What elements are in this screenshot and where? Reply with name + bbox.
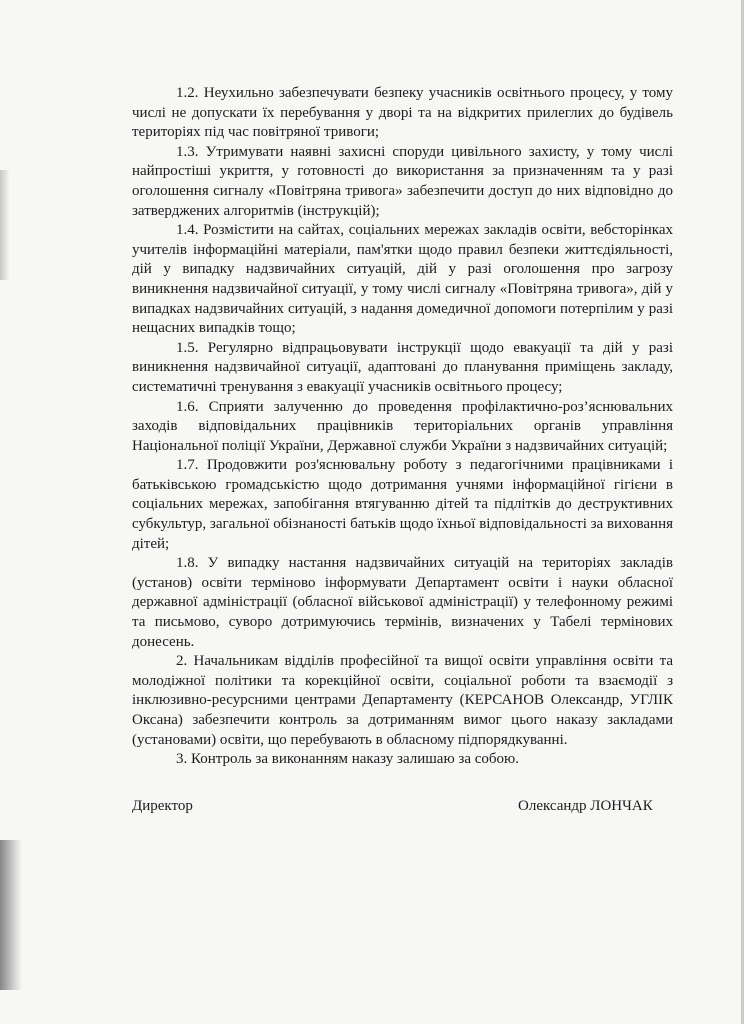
paragraph-1-2: 1.2. Неухильно забезпечувати безпеку учасників освітнього процесу, у тому числі не допускати їх перебування у дворі та на відкритих прилеглих до будівель територіях під час повітряної тривоги; [132, 85, 673, 141]
order-body [132, 84, 673, 770]
scan-shadow [0, 840, 22, 990]
paragraph-3: 3. Контроль за виконанням наказу залишаю за собою. [176, 751, 519, 768]
paragraph-1-6: 1.6. Сприяти залученню до проведення профілактично-роз’яснювальних заходів відповідальних працівників територіальних органів управління Національної поліції України, Державної служби України з надзвичайних ситуацій; [132, 398, 673, 454]
paragraph-1-5: 1.5. Регулярно відпрацьовувати інструкції щодо евакуації та дій у разі виникнення надзвичайної ситуації, адаптовані до планування приміщень закладу, систематичні тренування з евакуації учасників освітнього процесу; [132, 339, 673, 395]
paragraph-2: 2. Начальникам відділів професійної та вищої освіти управління освіти та молодіжної політики та корекційної освіти, соціальної роботи та взаємодії з інклюзивно-ресурсними центрами Департаменту (КЕРСАНОВ Олександр, УГЛІК Оксана) забезпечити контроль за дотриманням вимог цього наказу закладами (установами) освіти, що перебувають в обласному підпорядкуванні. [132, 653, 673, 748]
paragraph-1-4: 1.4. Розмістити на сайтах, соціальних мережах закладів освіти, вебсторінках учителів інформаційні матеріали, пам'ятки щодо правил безпеки життєдіяльності, дій у випадку надзвичайних ситуацій, дій у разі оголошення про загрозу виникнення надзвичайної ситуації, у тому числі сигналу «Повітряна тривога», дій у випадках надзвичайних ситуацій, з надання домедичної допомоги потерпілим у разі нещасних випадків тощо; [132, 222, 673, 337]
paragraph-1-8: 1.8. У випадку настання надзвичайних ситуацій на територіях закладів (установ) освіти терміново інформувати Департамент освіти і науки обласної державної адміністрації (обласної військової адміністрації) у телефонному режимі та письмово, суворо дотримуючись термінів, визначених у Табелі термінових донесень. [132, 555, 673, 650]
paragraph-1-7: 1.7. Продовжити роз'яснювальну роботу з педагогічними працівниками і батьківською громадськістю щодо дотримання учнями інформаційної гігієни в соціальних мережах, запобігання втягуванню дітей та підлітків до деструктивних субкультур, загальної обізнаності батьків щодо їхньої відповідальності за виховання дітей; [132, 457, 674, 552]
paragraph-1-3: 1.3. Утримувати наявні захисні споруди цивільного захисту, у тому числі найпростіші укриття, у готовності до використання за призначенням та у разі оголошення сигналу «Повітряна тривога» забезпечити доступ до них відповідно до затверджених алгоритмів (інструкцій); [132, 143, 673, 219]
signature-name: Олександр ЛОНЧАК [518, 798, 653, 814]
scan-shadow [0, 170, 10, 280]
signature-position: Директор [132, 798, 193, 814]
